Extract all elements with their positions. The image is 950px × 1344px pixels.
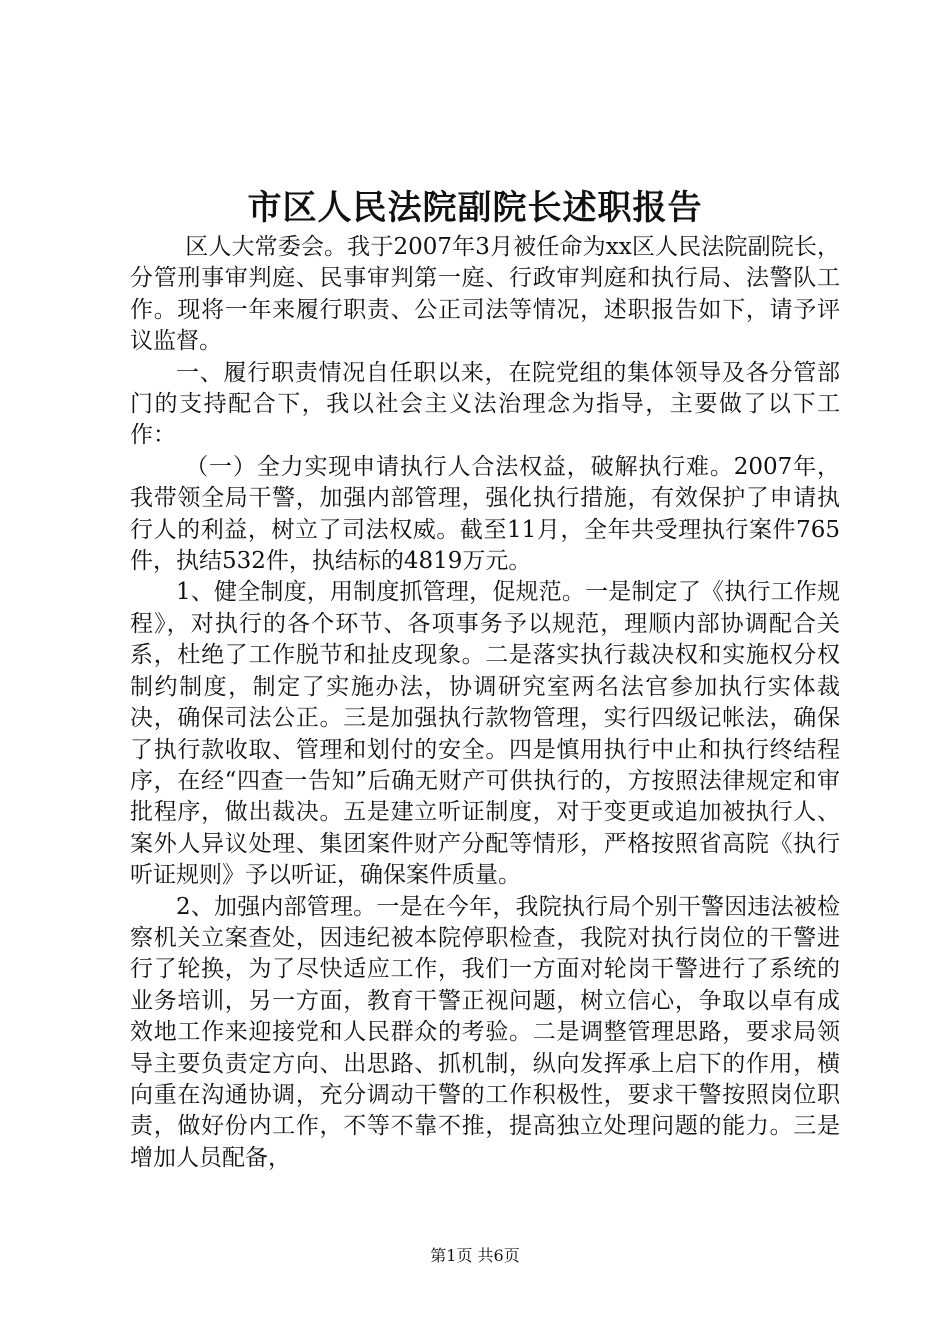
paragraph-subsection-one: （一）全力实现申请执行人合法权益，破解执行难。2007年，我带领全局干警，加强内部管理，强化执行措施，有效保护了申请执行人的利益，树立了司法权威。截至11月，全年共受理执行案件765件，执结532件，执结标的4819万元。: [130, 453, 840, 575]
document-title: 市区人民法院副院长述职报告: [247, 188, 703, 228]
page-number-footer: 第1页 共6页: [430, 1246, 520, 1265]
paragraph-item-one: 1、健全制度，用制度抓管理，促规范。一是制定了《执行工作规程》，对执行的各个环节、各项事务予以规范，理顺内部协调配合关系，杜绝了工作脱节和扯皮现象。二是落实执行裁决权和实施权分权制约制度，制定了实施办法，协调研究室两名法官参加执行实体裁决，确保司法公正。三是加强执行款物管理，实行四级记帐法，确保了执行款收取、管理和划付的安全。四是慎用执行中止和执行终结程序，在经“四查一告知”后确无财产可供执行的，方按照法律规定和审批程序，做出裁决。五是建立听证制度，对于变更或追加被执行人、案外人异议处理、集团案件财产分配等情形，严格按照省高院《执行听证规则》予以听证，确保案件质量。: [130, 579, 840, 889]
paragraph-section-one: 一、履行职责情况自任职以来，在院党组的集体领导及各分管部门的支持配合下，我以社会主义法治理念为指导，主要做了以下工作：: [130, 359, 840, 449]
paragraph-opening: 区人大常委会。我于2007年3月被任命为xx区人民法院副院长，分管刑事审判庭、民事审判第一庭、行政审判庭和执行局、法警队工作。现将一年来履行职责、公正司法等情况，述职报告如下，请予评议监督。: [130, 234, 840, 355]
paragraph-item-two: 2、加强内部管理。一是在今年，我院执行局个别干警因违法被检察机关立案查处，因违纪被本院停职检查，我院对执行岗位的干警进行了轮换，为了尽快适应工作，我们一方面对轮岗干警进行了系统的业务培训，另一方面，教育干警正视问题，树立信心，争取以卓有成效地工作来迎接党和人民群众的考验。二是调整管理思路，要求局领导主要负责定方向、出思路、抓机制，纵向发挥承上启下的作用，横向重在沟通协调，充分调动干警的工作积极性，要求干警按照岗位职责，做好份内工作，不等不靠不推，提高独立处理问题的能力。三是增加人员配备，: [130, 893, 840, 1171]
document-body: [130, 232, 840, 1174]
